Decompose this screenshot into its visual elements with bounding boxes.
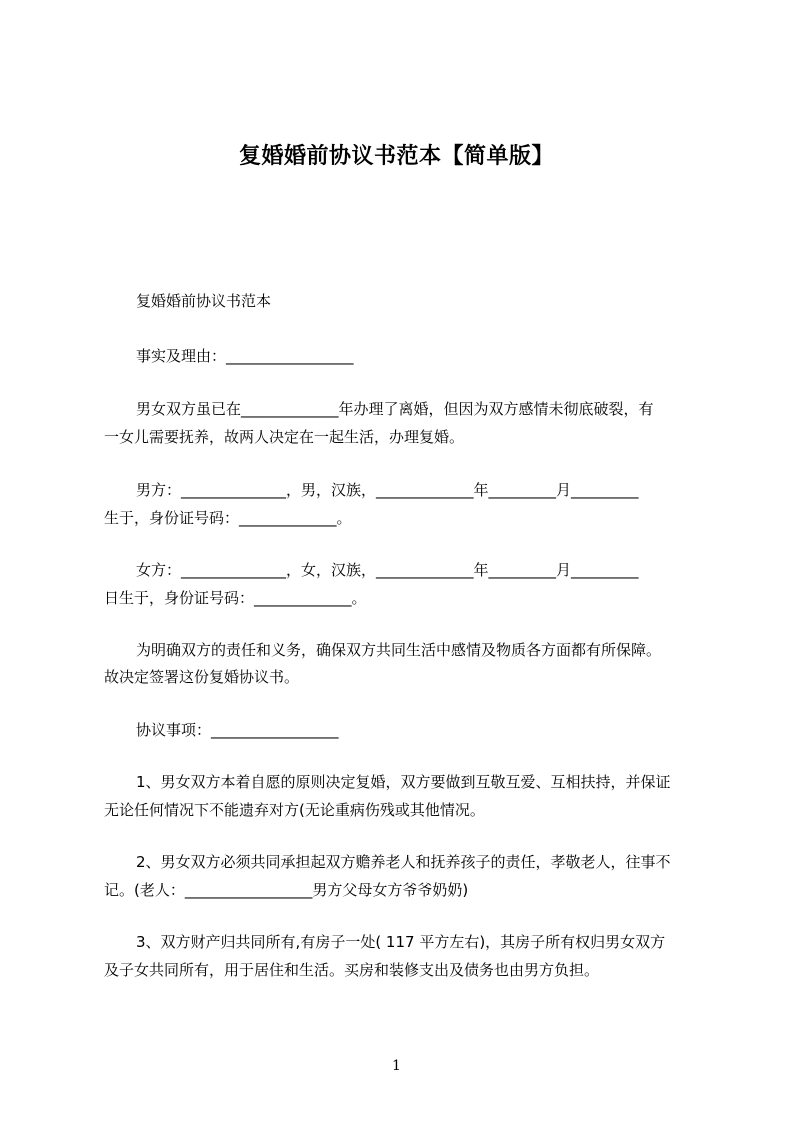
page-number: 1: [392, 1058, 401, 1074]
clause-1-line-2: 无论任何情况下不能遗弃对方(无论重病伤残或其他情况。: [104, 801, 485, 819]
paragraph-divorce-line-2: 一女儿需要抚养，故两人决定在一起生活，办理复婚。: [104, 428, 465, 446]
document-title: 复婚婚前协议书范本【简单版】: [238, 144, 554, 169]
purpose-line-2: 故决定签署这份复婚协议书。: [104, 668, 300, 686]
male-party-line-1: 男方：______________，男，汉族，_____________年_________月_________: [136, 481, 639, 499]
clause-2-line-1: 2、男女双方必须共同承担起双方赡养老人和抚养孩子的责任，孝敬老人，往事不: [136, 853, 671, 871]
clause-1-line-1: 1、男女双方本着自愿的原则决定复婚，双方要做到互敬互爱、互相扶持，并保证: [136, 773, 671, 791]
clause-2-line-2: 记。(老人：_________________男方父母女方爷爷奶奶): [104, 881, 469, 899]
paragraph-heading: 复婚婚前协议书范本: [136, 292, 272, 310]
clause-3-line-1: 3、双方财产归共同所有,有房子一处( 117 平方左右)，其房子所有权归男女双方: [136, 933, 666, 951]
female-party-line-2: 日生于，身份证号码：_____________。: [104, 589, 367, 607]
male-party-line-2: 生于，身份证号码：_____________。: [104, 509, 352, 527]
female-party-line-1: 女方：______________，女，汉族，_____________年_________月_________: [136, 561, 639, 579]
facts-and-reasons-line: 事实及理由：_________________: [136, 347, 354, 365]
purpose-line-1: 为明确双方的责任和义务，确保双方共同生活中感情及物质各方面都有所保障。: [136, 641, 662, 659]
paragraph-divorce-line-1: 男女双方虽已在_____________年办理了离婚，但因为双方感情未彻底破裂，有: [136, 400, 654, 418]
agreement-items-heading: 协议事项：_________________: [136, 721, 339, 739]
clause-3-line-2: 及子女共同所有，用于居住和生活。买房和装修支出及债务也由男方负担。: [104, 961, 600, 979]
